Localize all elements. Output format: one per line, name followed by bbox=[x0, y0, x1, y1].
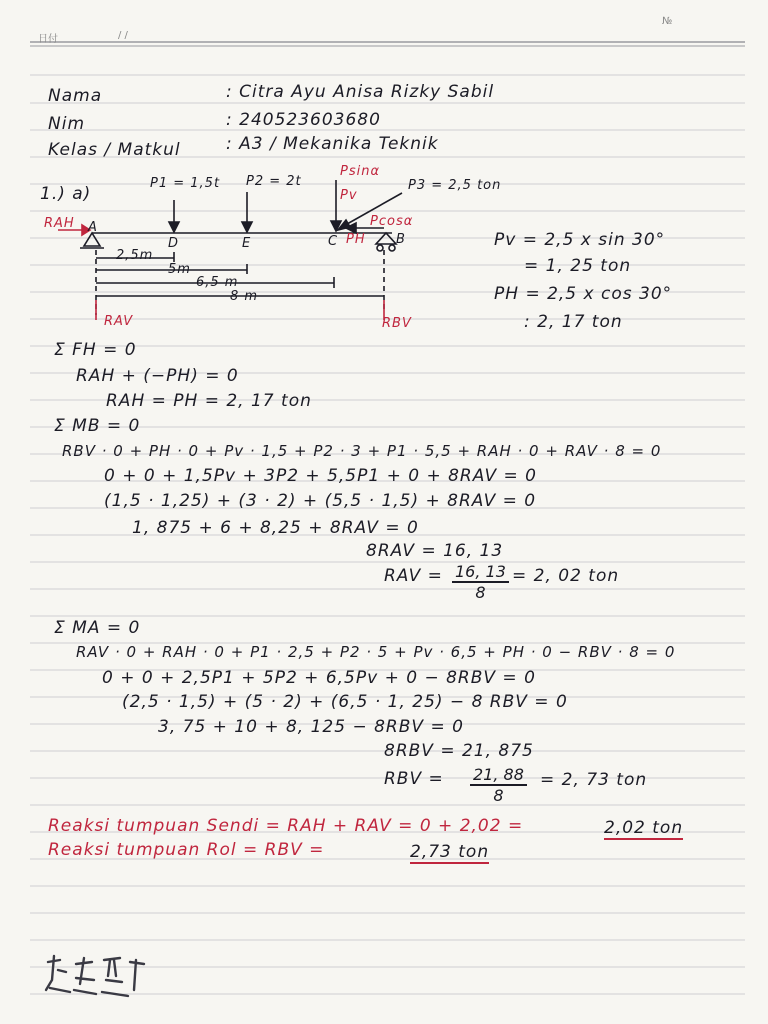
pv-result: = 1, 25 ton bbox=[524, 256, 632, 276]
mb-equation-4: 1, 875 + 6 + 8,25 + 8RAV = 0 bbox=[132, 518, 419, 538]
fh-equation: RAH + (−PH) = 0 bbox=[76, 366, 239, 386]
number-corner-label: № bbox=[662, 16, 673, 27]
rah-label: RAH bbox=[44, 216, 75, 231]
ma-heading: Σ MA = 0 bbox=[54, 618, 141, 638]
mb-equation-5: 8RAV = 16, 13 bbox=[366, 541, 504, 561]
rbv-eq-label: RBV = bbox=[384, 769, 444, 789]
ma-equation-4: 3, 75 + 10 + 8, 125 − 8RBV = 0 bbox=[158, 717, 464, 737]
dimension-2-5m: 2,5m bbox=[116, 248, 154, 263]
dimension-6-5m: 6,5 m bbox=[196, 275, 239, 290]
node-d-label: D bbox=[168, 236, 180, 251]
node-c-label: C bbox=[328, 234, 339, 249]
p1-label: P1 = 1,5t bbox=[150, 176, 221, 191]
ma-equation-3: (2,5 · 1,5) + (5 · 2) + (6,5 · 1, 25) − 8 RBV = 0 bbox=[122, 692, 568, 712]
ph-label: PH bbox=[346, 232, 366, 247]
psin-label: Psinα bbox=[340, 164, 381, 179]
nim-value: : 240523603680 bbox=[226, 110, 381, 130]
problem-label: 1.) a) bbox=[40, 184, 92, 204]
node-b-label: B bbox=[396, 232, 406, 247]
node-e-label: E bbox=[242, 236, 252, 251]
ph-calc: PH = 2,5 x cos 30° bbox=[494, 284, 673, 304]
conclusion-roller-result: 2,73 ton bbox=[410, 842, 490, 862]
fh-result: RAH = PH = 2, 17 ton bbox=[106, 391, 312, 411]
ma-equation-5: 8RBV = 21, 875 bbox=[384, 741, 534, 761]
class-label: Kelas / Matkul bbox=[48, 140, 181, 160]
ma-equation-2: 0 + 0 + 2,5P1 + 5P2 + 6,5Pv + 0 − 8RBV = 0 bbox=[102, 668, 536, 688]
brand-logo bbox=[40, 950, 150, 1000]
rav-fraction bbox=[452, 562, 509, 602]
name-label: Nama bbox=[48, 86, 103, 106]
ph-result: : 2, 17 ton bbox=[524, 312, 623, 332]
p3-label: P3 = 2,5 ton bbox=[408, 178, 502, 193]
name-value: : Citra Ayu Anisa Rizky Sabil bbox=[226, 82, 495, 102]
rbv-final-result: = 2, 73 ton bbox=[540, 770, 648, 790]
class-value: : A3 / Mekanika Teknik bbox=[226, 134, 439, 154]
conclusion-roller-support: Reaksi tumpuan Rol = RBV = bbox=[48, 840, 325, 860]
mb-equation-1: RBV · 0 + PH · 0 + Pv · 1,5 + P2 · 3 + P1 · 5,5 + RAH · 0 + RAV · 8 = 0 bbox=[62, 442, 662, 460]
node-a-label: A bbox=[88, 220, 98, 235]
rav-fraction-numerator: 16, 13 bbox=[452, 562, 509, 583]
pv-calc: Pv = 2,5 x sin 30° bbox=[494, 230, 666, 250]
date-slashes: / / bbox=[118, 30, 128, 41]
rbv-fraction-numerator: 21, 88 bbox=[470, 765, 527, 786]
rav-fraction-denominator: 8 bbox=[475, 583, 486, 602]
conclusion-pin-result: 2,02 ton bbox=[604, 818, 684, 838]
pcos-label: Pcosα bbox=[370, 214, 414, 229]
ma-equation-1: RAV · 0 + RAH · 0 + P1 · 2,5 + P2 · 5 + Pv · 6,5 + PH · 0 − RBV · 8 = 0 bbox=[76, 643, 676, 661]
dimension-5m: 5m bbox=[168, 262, 191, 277]
fh-heading: Σ FH = 0 bbox=[54, 340, 137, 360]
rbv-label: RBV bbox=[382, 316, 412, 331]
rbv-fraction bbox=[470, 765, 527, 805]
conclusion-pin-support: Reaksi tumpuan Sendi = RAH + RAV = 0 + 2,02 = bbox=[48, 816, 524, 836]
pv-label: Pv bbox=[340, 188, 358, 203]
mb-equation-2: 0 + 0 + 1,5Pv + 3P2 + 5,5P1 + 0 + 8RAV = 0 bbox=[104, 466, 537, 486]
mb-heading: Σ MB = 0 bbox=[54, 416, 141, 436]
rbv-fraction-denominator: 8 bbox=[493, 786, 504, 805]
dimension-8m: 8 m bbox=[230, 289, 259, 304]
mb-equation-3: (1,5 · 1,25) + (3 · 2) + (5,5 · 1,5) + 8RAV = 0 bbox=[104, 491, 537, 511]
date-corner-label: 日付 bbox=[38, 34, 58, 45]
rav-eq-label: RAV = bbox=[384, 566, 443, 586]
p2-label: P2 = 2t bbox=[246, 174, 302, 189]
rav-label: RAV bbox=[104, 314, 134, 329]
nim-label: Nim bbox=[48, 114, 85, 134]
rav-final-result: = 2, 02 ton bbox=[512, 566, 620, 586]
